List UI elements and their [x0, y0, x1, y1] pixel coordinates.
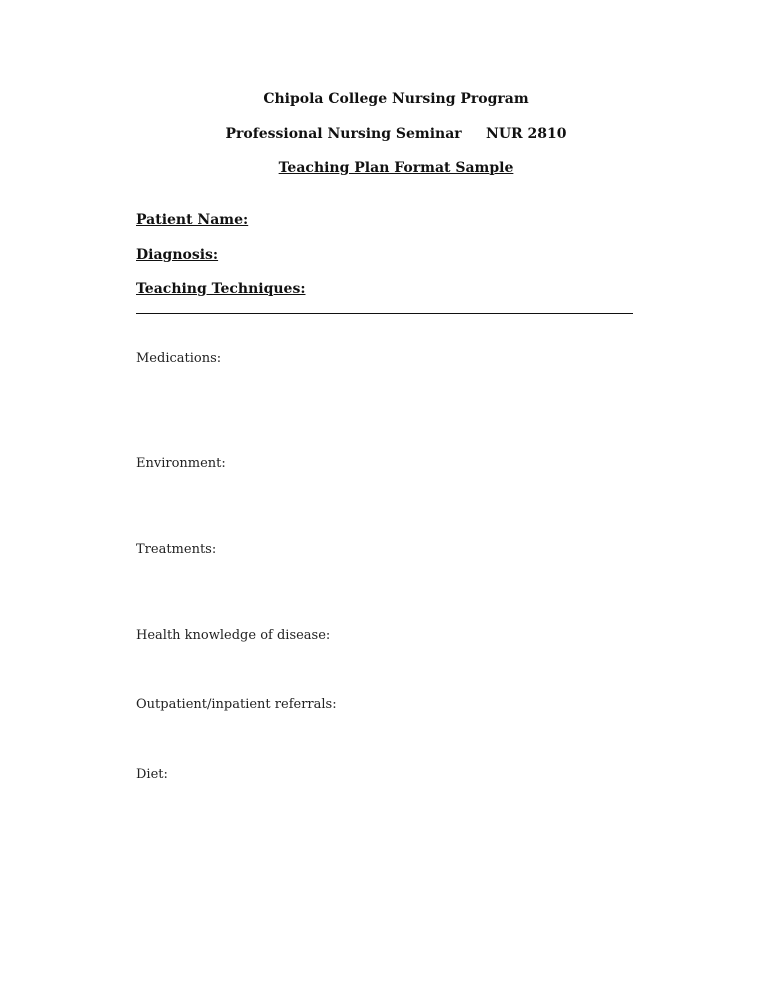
horizontal-divider — [136, 313, 633, 314]
document-title: Teaching Plan Format Sample — [278, 160, 514, 176]
patient-name-label: Patient Name: — [136, 212, 249, 228]
teaching-techniques-label: Teaching Techniques: — [136, 281, 306, 297]
diagnosis-label: Diagnosis: — [136, 247, 219, 263]
course-title: Professional Nursing Seminar NUR 2810 — [225, 126, 567, 142]
referrals-label: Outpatient/inpatient referrals: — [136, 697, 337, 712]
medications-label: Medications: — [136, 351, 222, 366]
treatments-label: Treatments: — [136, 542, 217, 557]
diet-label: Diet: — [136, 767, 168, 782]
environment-label: Environment: — [136, 456, 226, 471]
health-knowledge-label: Health knowledge of disease: — [136, 628, 331, 643]
program-title: Chipola College Nursing Program — [263, 91, 529, 107]
